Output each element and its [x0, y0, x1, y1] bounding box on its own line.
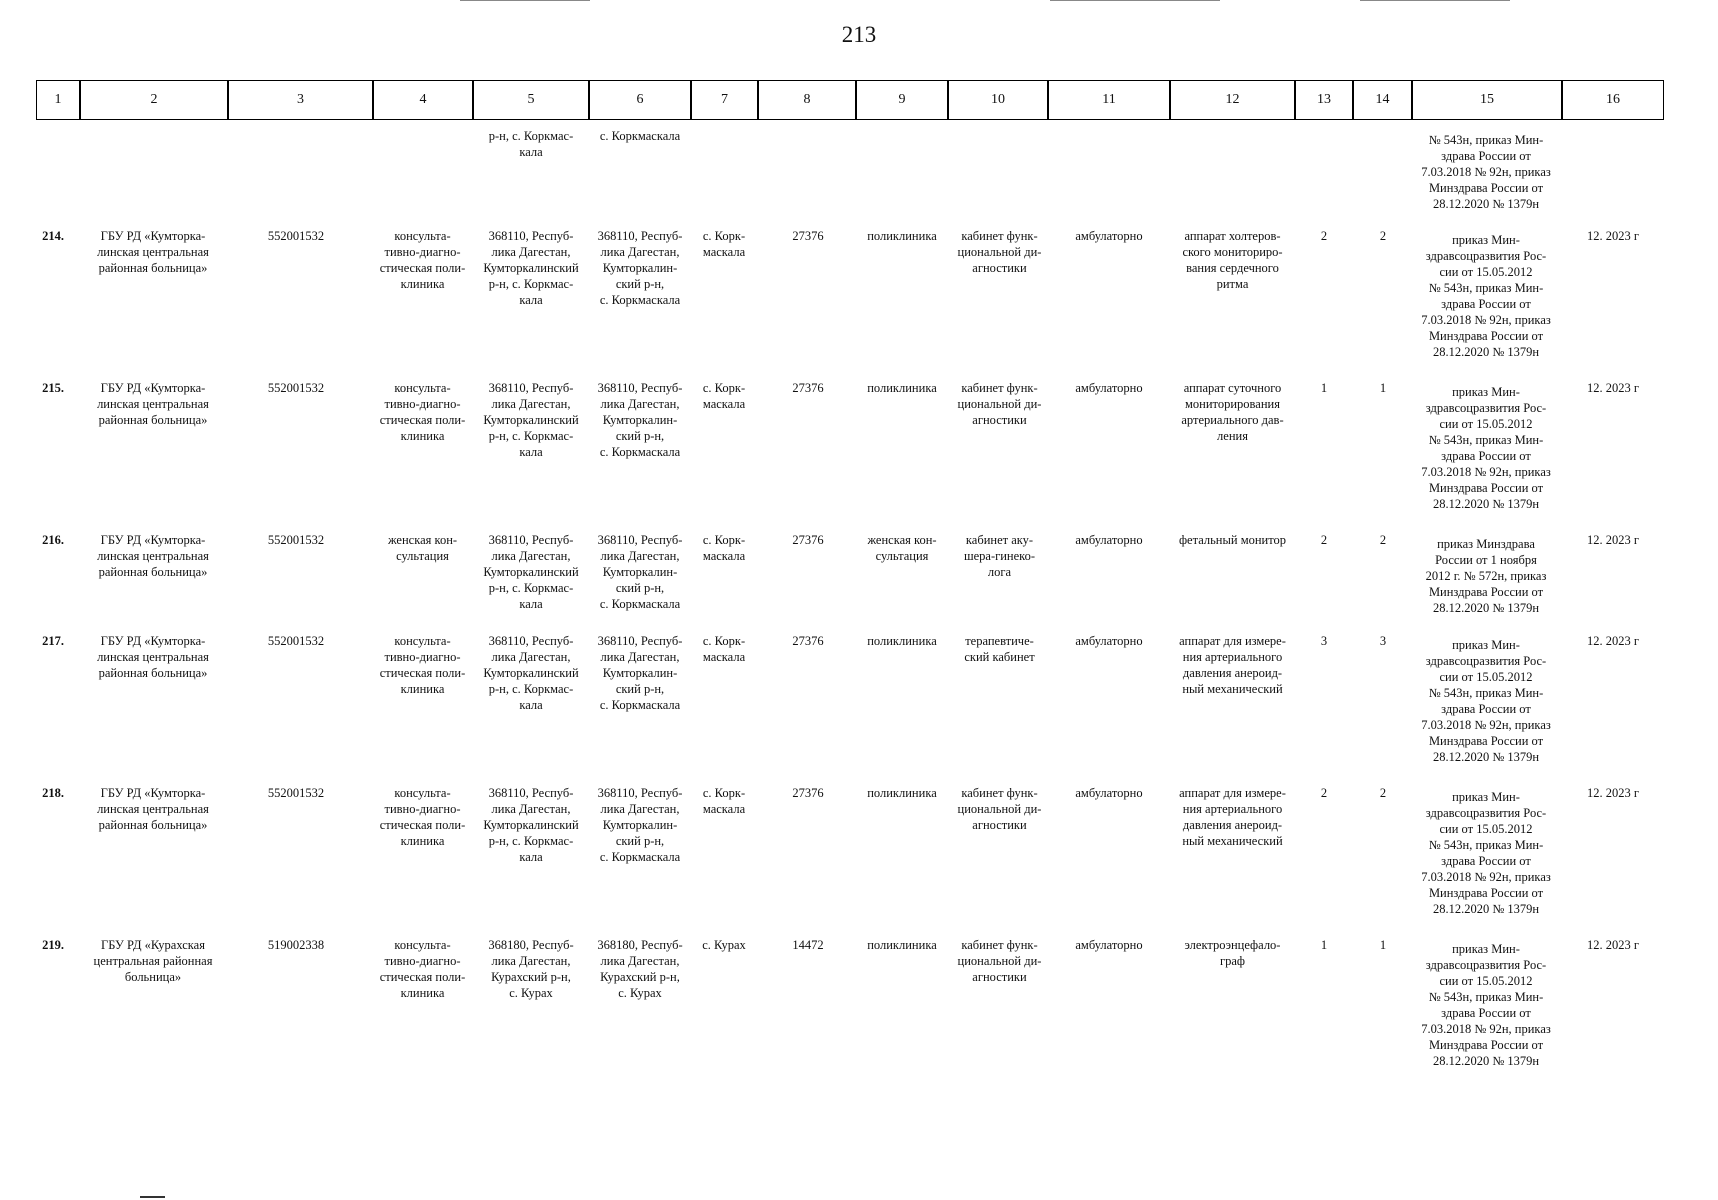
quantity-required: 1	[1320, 938, 1328, 952]
cabinet: кабинет функ- циональной ди- агностики	[957, 381, 1042, 427]
column-header-13: 13	[1295, 80, 1353, 120]
care-form: амбулаторно	[1075, 938, 1143, 952]
legal-basis: приказ Мин- здравсоцразвития Рос- сии от 15.05.2012 № 543н, приказ Мин- здрава России от 7.03.2018 № 92н, приказ Минздрава России от 28.12.2020 № 1379н	[1421, 790, 1551, 916]
legal-basis: приказ Мин- здравсоцразвития Рос- сии от 15.05.2012 № 543н, приказ Мин- здрава России от 7.03.2018 № 92н, приказ Минздрава России от 28.12.2020 № 1379н	[1421, 942, 1551, 1068]
quantity-planned: 2	[1379, 229, 1387, 243]
settlement: с. Корк- маскала	[702, 381, 746, 411]
deadline: 12. 2023 г	[1586, 634, 1639, 648]
column-header-5: 5	[473, 80, 589, 120]
unit-type: консульта- тивно-диагно- стическая поли- клиника	[379, 786, 466, 848]
actual-address: 368110, Респуб- лика Дагестан, Кумторкалин- ский р-н, с. Коркмаскала	[597, 786, 683, 864]
unit-type: женская кон- сультация	[387, 533, 458, 563]
legal-address: 368110, Респуб- лика Дагестан, Кумторкалинский р-н, с. Коркмас- кала	[483, 786, 579, 864]
column-header-14: 14	[1353, 80, 1412, 120]
scan-artifact	[1050, 0, 1220, 1]
quantity-planned: 3	[1379, 634, 1387, 648]
column-header-16: 16	[1562, 80, 1664, 120]
continuation-legal-basis: № 543н, приказ Мин- здрава России от 7.03.2018 № 92н, приказ Минздрава России от 28.12.2020 № 1379н	[1421, 133, 1551, 211]
settlement: с. Корк- маскала	[702, 786, 746, 816]
organization-name: ГБУ РД «Кумторка- линская центральная районная больница»	[97, 533, 209, 579]
equipment-name: аппарат для измере- ния артериального давления анероид- ный механический	[1179, 786, 1286, 848]
column-header-7: 7	[691, 80, 758, 120]
scan-artifact	[460, 0, 590, 1]
population: 27376	[792, 533, 824, 547]
quantity-required: 3	[1320, 634, 1328, 648]
settlement: с. Корк- маскала	[702, 533, 746, 563]
care-form: амбулаторно	[1075, 786, 1143, 800]
cabinet: терапевтиче- ский кабинет	[964, 634, 1035, 664]
quantity-planned: 2	[1379, 786, 1387, 800]
population: 27376	[792, 786, 824, 800]
organization-name: ГБУ РД «Кумторка- линская центральная районная больница»	[97, 229, 209, 275]
population: 27376	[792, 634, 824, 648]
quantity-planned: 1	[1379, 381, 1387, 395]
row-number: 216.	[42, 533, 64, 547]
cabinet: кабинет функ- циональной ди- агностики	[957, 938, 1042, 984]
quantity-required: 1	[1320, 381, 1328, 395]
column-header-15: 15	[1412, 80, 1562, 120]
legal-basis: приказ Мин- здравсоцразвития Рос- сии от 15.05.2012 № 543н, приказ Мин- здрава России от 7.03.2018 № 92н, приказ Минздрава России от 28.12.2020 № 1379н	[1421, 233, 1551, 359]
column-header-11: 11	[1048, 80, 1170, 120]
equipment-name: аппарат суточного мониторирования артериального дав- ления	[1181, 381, 1284, 443]
legal-basis: приказ Мин- здравсоцразвития Рос- сии от 15.05.2012 № 543н, приказ Мин- здрава России от 7.03.2018 № 92н, приказ Минздрава России от 28.12.2020 № 1379н	[1421, 385, 1551, 511]
unit-type: консульта- тивно-диагно- стическая поли- клиника	[379, 634, 466, 696]
equipment-name: аппарат холтеров- ского мониториро- вания сердечного ритма	[1182, 229, 1283, 291]
unit-type: консульта- тивно-диагно- стическая поли- клиника	[379, 229, 466, 291]
legal-basis: приказ Мин- здравсоцразвития Рос- сии от 15.05.2012 № 543н, приказ Мин- здрава России от 7.03.2018 № 92н, приказ Минздрава России от 28.12.2020 № 1379н	[1421, 638, 1551, 764]
row-number: 214.	[42, 229, 64, 243]
organization-name: ГБУ РД «Кумторка- линская центральная районная больница»	[97, 634, 209, 680]
deadline: 12. 2023 г	[1586, 229, 1639, 243]
equipment-name: фетальный монитор	[1178, 533, 1287, 547]
actual-address: 368110, Респуб- лика Дагестан, Кумторкалин- ский р-н, с. Коркмаскала	[597, 229, 683, 307]
subdivision: женская кон- сультация	[867, 533, 937, 563]
quantity-planned: 1	[1379, 938, 1387, 952]
subdivision: поликлиника	[867, 634, 937, 648]
deadline: 12. 2023 г	[1586, 381, 1639, 395]
column-header-2: 2	[80, 80, 228, 120]
org-code: 552001532	[267, 634, 325, 648]
legal-basis: приказ Минздрава России от 1 ноября 2012 г. № 572н, приказ Минздрава России от 28.12.2020 № 1379н	[1425, 537, 1547, 615]
org-code: 552001532	[267, 533, 325, 547]
scan-artifact	[1360, 0, 1510, 1]
organization-name: ГБУ РД «Кумторка- линская центральная районная больница»	[97, 381, 209, 427]
org-code: 552001532	[267, 229, 325, 243]
column-header-3: 3	[228, 80, 373, 120]
row-number: 219.	[42, 938, 64, 952]
cabinet: кабинет аку- шера-гинеко- лога	[963, 533, 1036, 579]
column-header-4: 4	[373, 80, 473, 120]
organization-name: ГБУ РД «Кумторка- линская центральная районная больница»	[97, 786, 209, 832]
cabinet: кабинет функ- циональной ди- агностики	[957, 786, 1042, 832]
legal-address: 368110, Респуб- лика Дагестан, Кумторкалинский р-н, с. Коркмас- кала	[483, 533, 579, 611]
subdivision: поликлиника	[867, 381, 937, 395]
scan-artifact	[140, 1196, 165, 1198]
legal-address: 368110, Респуб- лика Дагестан, Кумторкалинский р-н, с. Коркмас- кала	[483, 229, 579, 307]
actual-address: 368110, Респуб- лика Дагестан, Кумторкалин- ский р-н, с. Коркмаскала	[597, 533, 683, 611]
unit-type: консульта- тивно-диагно- стическая поли- клиника	[379, 381, 466, 443]
care-form: амбулаторно	[1075, 381, 1143, 395]
subdivision: поликлиника	[867, 786, 937, 800]
settlement: с. Корк- маскала	[702, 634, 746, 664]
legal-address: 368180, Респуб- лика Дагестан, Курахский р-н, с. Курах	[488, 938, 574, 1000]
quantity-required: 2	[1320, 786, 1328, 800]
equipment-name: электроэнцефало- граф	[1184, 938, 1281, 968]
quantity-required: 2	[1320, 533, 1328, 547]
care-form: амбулаторно	[1075, 533, 1143, 547]
subdivision: поликлиника	[867, 938, 937, 952]
column-header-9: 9	[856, 80, 948, 120]
org-code: 552001532	[267, 786, 325, 800]
legal-address: 368110, Респуб- лика Дагестан, Кумторкалинский р-н, с. Коркмас- кала	[483, 634, 579, 712]
org-code: 552001532	[267, 381, 325, 395]
row-number: 218.	[42, 786, 64, 800]
deadline: 12. 2023 г	[1586, 786, 1639, 800]
column-header-1: 1	[36, 80, 80, 120]
continuation-address: р-н, с. Коркмас- кала	[488, 129, 574, 159]
population: 27376	[792, 381, 824, 395]
column-header-6: 6	[589, 80, 691, 120]
settlement: с. Курах	[702, 938, 746, 952]
settlement: с. Корк- маскала	[702, 229, 746, 259]
unit-type: консульта- тивно-диагно- стическая поли- клиника	[379, 938, 466, 1000]
organization-name: ГБУ РД «Курахская центральная районная больница»	[93, 938, 213, 984]
quantity-planned: 2	[1379, 533, 1387, 547]
care-form: амбулаторно	[1075, 634, 1143, 648]
population: 27376	[792, 229, 824, 243]
cabinet: кабинет функ- циональной ди- агностики	[957, 229, 1042, 275]
column-header-10: 10	[948, 80, 1048, 120]
deadline: 12. 2023 г	[1586, 533, 1639, 547]
column-header-8: 8	[758, 80, 856, 120]
quantity-required: 2	[1320, 229, 1328, 243]
equipment-name: аппарат для измере- ния артериального давления анероид- ный механический	[1179, 634, 1286, 696]
org-code: 519002338	[267, 938, 325, 952]
continuation-location: с. Коркмаскала	[599, 129, 681, 143]
care-form: амбулаторно	[1075, 229, 1143, 243]
population: 14472	[792, 938, 824, 952]
actual-address: 368180, Респуб- лика Дагестан, Курахский р-н, с. Курах	[597, 938, 683, 1000]
row-number: 217.	[42, 634, 64, 648]
deadline: 12. 2023 г	[1586, 938, 1639, 952]
row-number: 215.	[42, 381, 64, 395]
subdivision: поликлиника	[867, 229, 937, 243]
legal-address: 368110, Респуб- лика Дагестан, Кумторкалинский р-н, с. Коркмас- кала	[483, 381, 579, 459]
actual-address: 368110, Респуб- лика Дагестан, Кумторкалин- ский р-н, с. Коркмаскала	[597, 634, 683, 712]
column-header-12: 12	[1170, 80, 1295, 120]
page-number: 213	[841, 22, 877, 47]
actual-address: 368110, Респуб- лика Дагестан, Кумторкалин- ский р-н, с. Коркмаскала	[597, 381, 683, 459]
